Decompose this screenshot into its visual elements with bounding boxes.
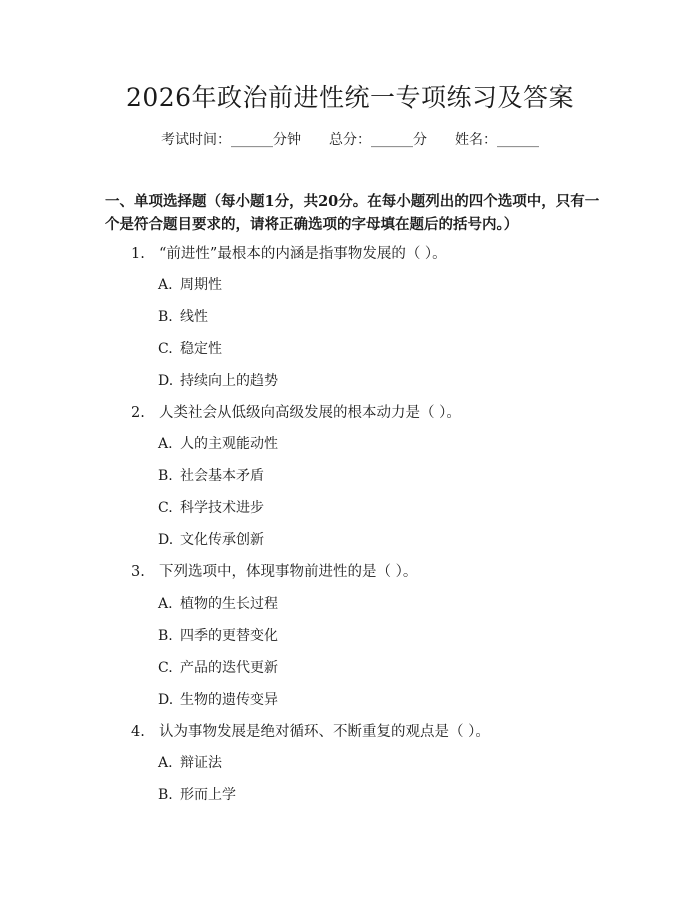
option-text: 文化传承创新: [180, 532, 264, 548]
option-letter: A.: [158, 277, 173, 293]
option-letter: B.: [158, 309, 173, 325]
option-letter: A.: [158, 755, 173, 771]
option-text: 植物的生长过程: [180, 596, 278, 612]
name-label: 姓名：: [455, 132, 497, 148]
option-3b: [158, 626, 278, 646]
option-1d: [158, 371, 278, 391]
option-letter: D.: [158, 373, 174, 389]
option-letter: A.: [158, 436, 173, 452]
exam-info-line: [0, 130, 700, 150]
score-blank: ______分: [371, 132, 427, 148]
option-1a: [158, 275, 222, 295]
option-text: 人的主观能动性: [180, 436, 278, 452]
option-4a: [158, 753, 222, 773]
option-1b: [158, 307, 208, 327]
option-text: 四季的更替变化: [180, 628, 278, 644]
option-letter: C.: [158, 500, 173, 516]
option-text: 持续向上的趋势: [180, 373, 278, 389]
option-text: 生物的遗传变异: [180, 692, 278, 708]
option-letter: D.: [158, 532, 174, 548]
option-letter: C.: [158, 341, 173, 357]
question-text: 下列选项中，体现事物前进性的是（ ）。: [159, 564, 418, 580]
question-2: [131, 403, 461, 423]
page-title: 2026年政治前进性统一专项练习及答案: [125, 83, 575, 112]
option-2b: [158, 466, 264, 486]
question-text: 认为事物发展是绝对循环、不断重复的观点是（ ）。: [159, 724, 490, 740]
question-number: 4.: [131, 724, 145, 740]
name-blank: ______: [497, 132, 539, 148]
question-1: [131, 244, 447, 264]
question-4: [131, 722, 490, 742]
option-1c: [158, 339, 222, 359]
question-3: [131, 562, 417, 582]
option-text: 产品的迭代更新: [180, 660, 278, 676]
option-3d: [158, 690, 278, 710]
option-text: 社会基本矛盾: [180, 468, 264, 484]
question-number: 2.: [131, 405, 145, 421]
question-number: 1.: [131, 246, 145, 262]
option-letter: B.: [158, 787, 173, 803]
option-text: 形而上学: [180, 787, 236, 803]
option-letter: C.: [158, 660, 173, 676]
option-3c: [158, 658, 278, 678]
option-letter: B.: [158, 628, 173, 644]
option-text: 科学技术进步: [180, 500, 264, 516]
time-label: 考试时间：: [161, 132, 231, 148]
option-letter: D.: [158, 692, 174, 708]
option-text: 稳定性: [180, 341, 222, 357]
question-text: 人类社会从低级向高级发展的根本动力是（ ）。: [159, 405, 461, 421]
time-blank: ______分钟: [231, 132, 301, 148]
option-4b: [158, 785, 236, 805]
option-2c: [158, 498, 264, 518]
question-text: “前进性”最根本的内涵是指事物发展的（ ）。: [159, 246, 447, 262]
option-text: 线性: [180, 309, 208, 325]
option-3a: [158, 594, 278, 614]
option-2a: [158, 434, 278, 454]
option-text: 周期性: [180, 277, 222, 293]
score-label: 总分：: [329, 132, 371, 148]
option-letter: B.: [158, 468, 173, 484]
option-text: 辩证法: [180, 755, 222, 771]
question-number: 3.: [131, 564, 145, 580]
option-2d: [158, 530, 264, 550]
option-letter: A.: [158, 596, 173, 612]
section-heading: 一、单项选择题（每小题1分，共20分。在每小题列出的四个选项中，只有一个是符合题目要求的，请将正确选项的字母填在题后的括号内。）: [105, 193, 600, 233]
